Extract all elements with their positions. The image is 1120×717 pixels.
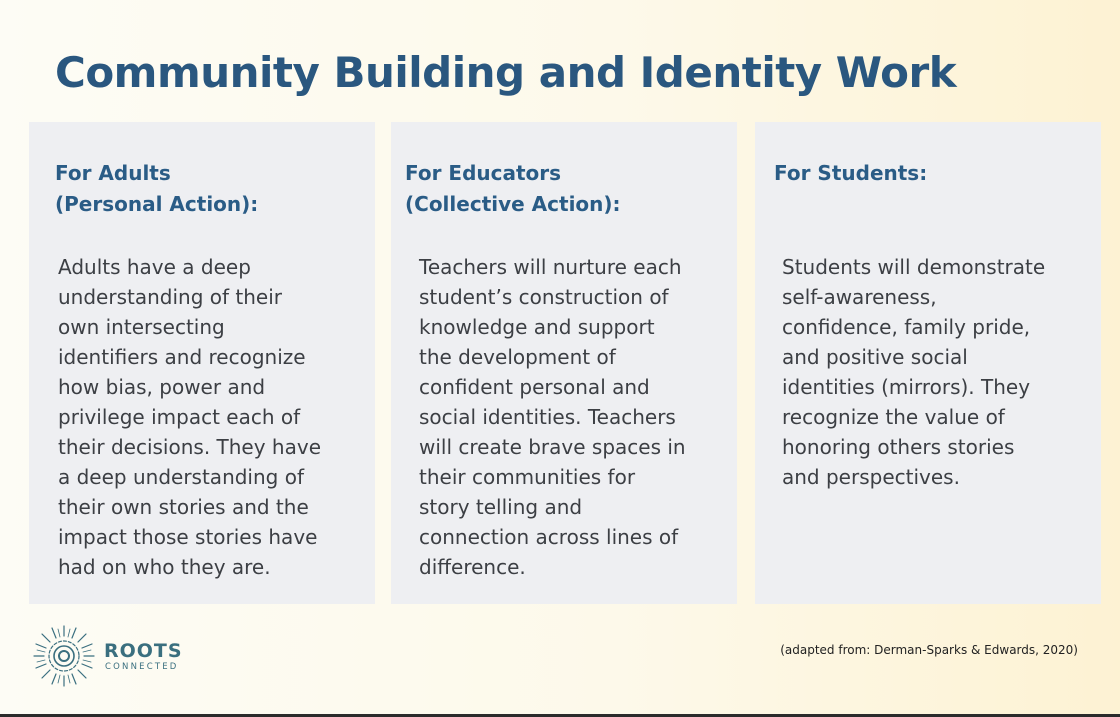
card-heading (55, 158, 258, 220)
card-body-line: Students will demonstrate (782, 255, 1046, 279)
logo-name: ROOTS (104, 640, 183, 662)
card-heading (405, 158, 621, 220)
card-heading (774, 158, 927, 189)
card-body-line: their own stories and the (58, 495, 309, 519)
card-body-line: social identities. Teachers (419, 405, 676, 429)
card-body-line: their communities for (419, 465, 636, 489)
card-body-line: a deep understanding of (58, 465, 304, 489)
card-educators (391, 122, 737, 604)
card-body-line: and positive social (782, 345, 968, 369)
card-body-line: connection across lines of (419, 525, 679, 549)
card-body-line: identifiers and recognize (58, 345, 306, 369)
card-body-line: will create brave spaces in (419, 435, 686, 459)
card-body (419, 252, 719, 582)
card-students (755, 122, 1101, 604)
card-body-line: Teachers will nurture each (419, 255, 682, 279)
card-heading-line: (Personal Action): (55, 192, 259, 216)
card-body-line: how bias, power and (58, 375, 266, 399)
card-body-line: impact those stories have (58, 525, 318, 549)
card-heading-line: For Adults (55, 161, 171, 185)
citation: (adapted from: Derman-Sparks & Edwards, 2020) (780, 643, 1078, 657)
card-body-line: confidence, family pride, (782, 315, 1031, 339)
card-body-line: recognize the value of (782, 405, 1005, 429)
card-body (58, 252, 358, 582)
card-body-line: confident personal and (419, 375, 650, 399)
card-body-line: and perspectives. (782, 465, 960, 489)
card-body-line: own intersecting (58, 315, 225, 339)
card-body-line: story telling and (419, 495, 583, 519)
card-body-line: Adults have a deep (58, 255, 251, 279)
card-body-line: privilege impact each of (58, 405, 301, 429)
card-body-line: student’s construction of (419, 285, 669, 309)
card-body-line: understanding of their (58, 285, 282, 309)
page-title: Community Building and Identity Work (55, 48, 957, 97)
card-body-line: honoring others stories (782, 435, 1015, 459)
card-heading-line: (Collective Action): (405, 192, 621, 216)
sunburst-logo-icon (32, 624, 96, 688)
card-heading-line: For Students: (774, 161, 928, 185)
card-body-line: their decisions. They have (58, 435, 321, 459)
card-adults (29, 122, 375, 604)
roots-connected-logo (32, 624, 192, 688)
card-body (782, 252, 1082, 492)
card-body-line: knowledge and support (419, 315, 655, 339)
card-body-line: self-awareness, (782, 285, 937, 309)
card-body-line: identities (mirrors). They (782, 375, 1031, 399)
card-body-line: had on who they are. (58, 555, 271, 579)
card-body-line: the development of (419, 345, 616, 369)
card-body-line: difference. (419, 555, 526, 579)
logo-subtitle: CONNECTED (105, 662, 179, 672)
card-heading-line: For Educators (405, 161, 562, 185)
